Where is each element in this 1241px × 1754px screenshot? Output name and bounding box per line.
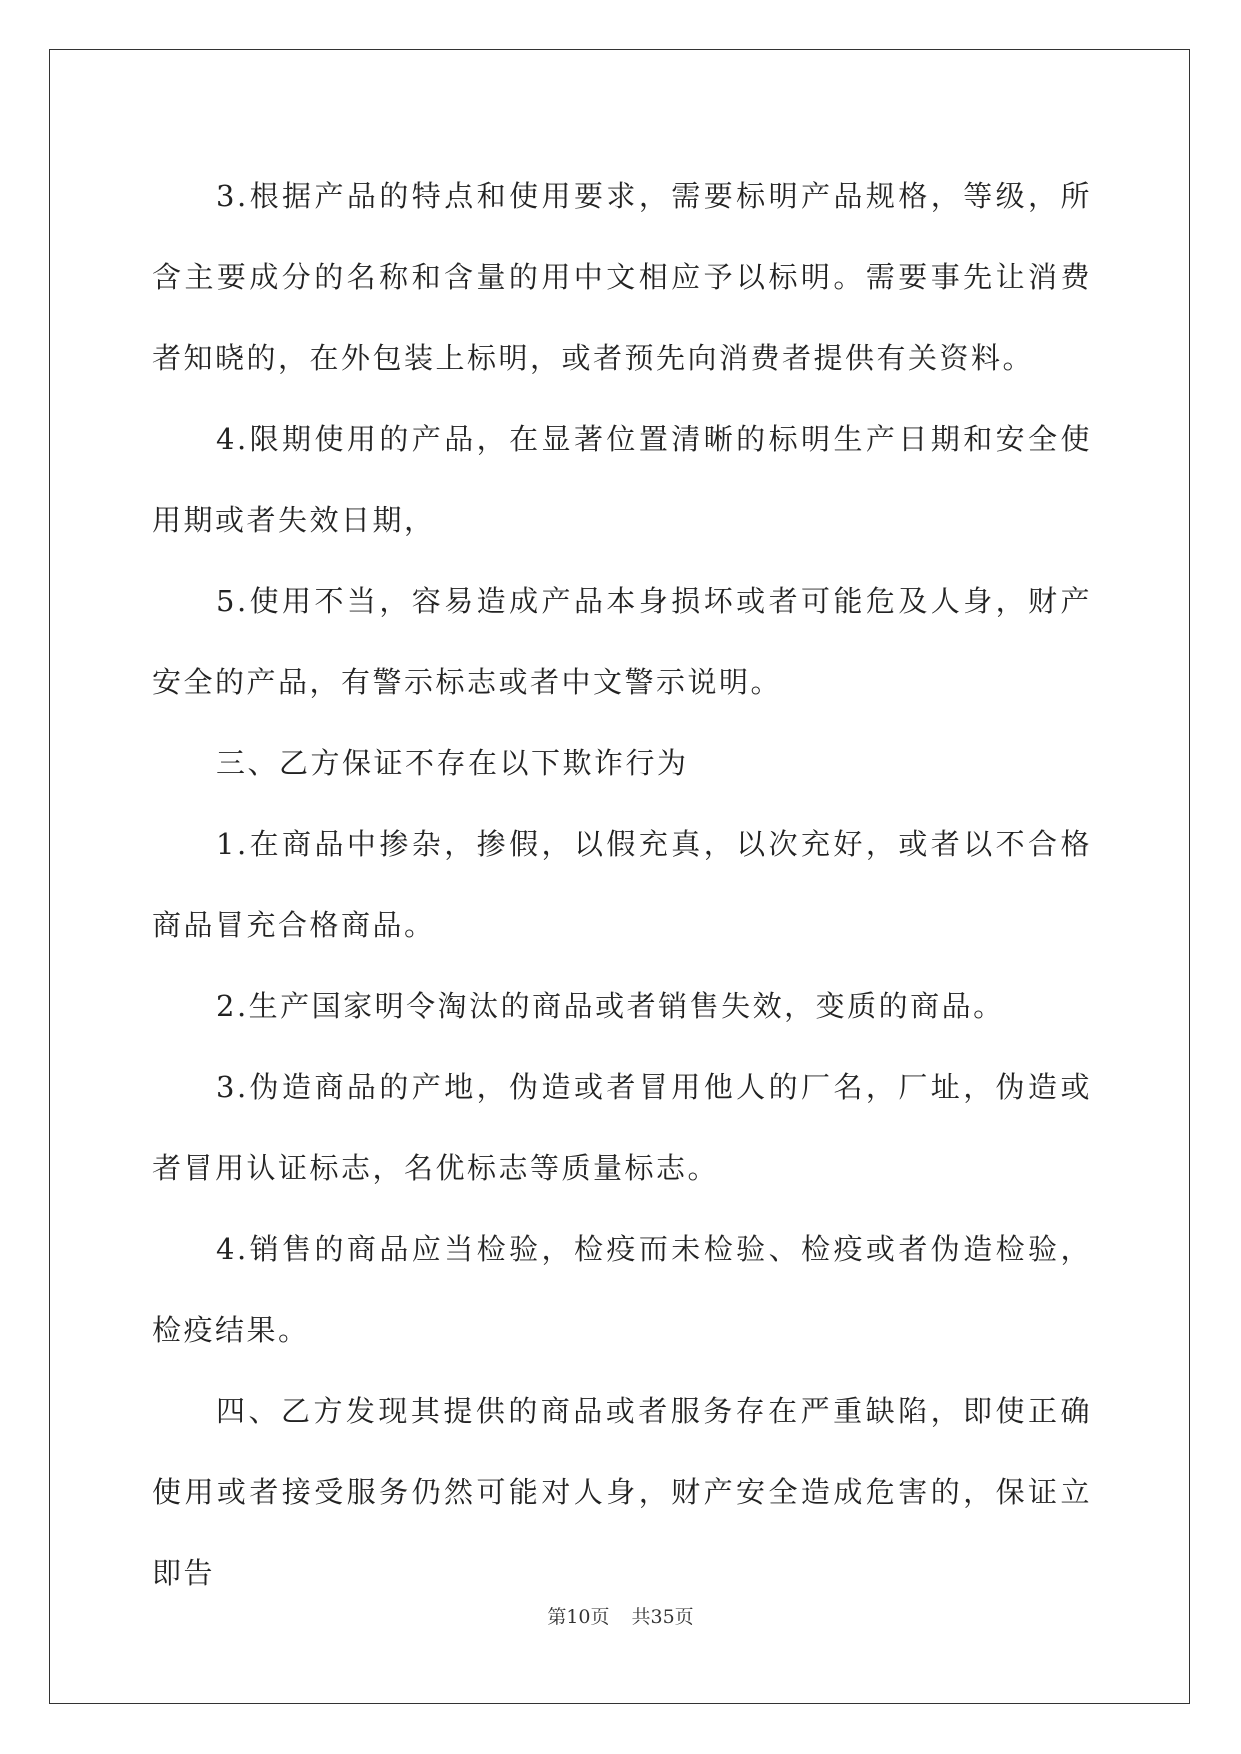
paragraph: 2.生产国家明令淘汰的商品或者销售失效，变质的商品。 (216, 989, 1005, 1023)
page-footer (0, 1602, 1241, 1629)
document-body (152, 156, 1092, 1614)
paragraph: 3.根据产品的特点和使用要求，需要标明产品规格，等级，所含主要成分的名称和含量的用中文相应予以标明。需要事先让消费者知晓的，在外包装上标明，或者预先向消费者提供有关资料。 (152, 179, 1092, 375)
section-heading: 三、乙方保证不存在以下欺诈行为 (216, 746, 689, 780)
current-page-number: 第10页 (547, 1606, 610, 1628)
paragraph: 5.使用不当，容易造成产品本身损坏或者可能危及人身，财产安全的产品，有警示标志或者中文警示说明。 (152, 584, 1092, 699)
total-pages: 共35页 (631, 1606, 694, 1628)
paragraph: 1.在商品中掺杂，掺假，以假充真，以次充好，或者以不合格商品冒充合格商品。 (152, 827, 1092, 942)
section-heading: 四、乙方发现其提供的商品或者服务存在严重缺陷，即使正确使用或者接受服务仍然可能对人身，财产安全造成危害的，保证立即告 (152, 1394, 1092, 1590)
paragraph: 3.伪造商品的产地，伪造或者冒用他人的厂名，厂址，伪造或者冒用认证标志，名优标志等质量标志。 (152, 1070, 1092, 1185)
paragraph: 4.销售的商品应当检验，检疫而未检验、检疫或者伪造检验，检疫结果。 (152, 1232, 1092, 1347)
paragraph: 4.限期使用的产品，在显著位置清晰的标明生产日期和安全使用期或者失效日期， (152, 422, 1092, 537)
